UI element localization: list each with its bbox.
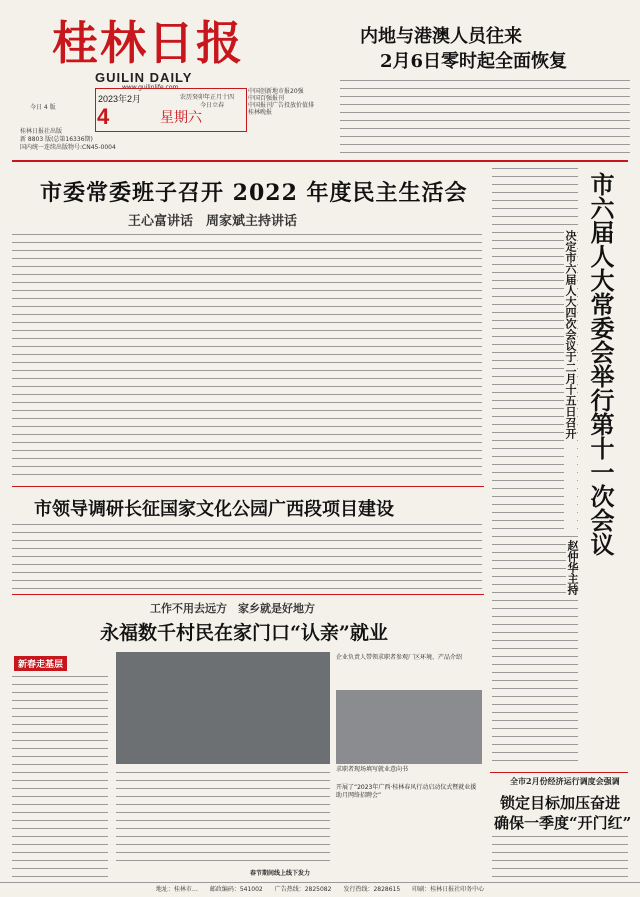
lead-body	[12, 232, 482, 480]
divider	[490, 772, 628, 773]
photo-job-fair	[116, 652, 330, 764]
right-column-byline: 赵仲华主持	[566, 540, 579, 595]
masthead-note: 中国百强报刊	[248, 95, 285, 102]
day-number: 4	[97, 104, 110, 129]
lead-subhead: 王心富讲话 周家斌主持讲话	[128, 214, 298, 229]
top-story-line2: 2月6日零时起全面恢复	[380, 51, 568, 72]
story3-body-2	[116, 770, 330, 866]
photo-caption: 求职者现场填写就业意向书	[336, 766, 409, 773]
story4-body	[492, 834, 628, 878]
masthead-logo: 桂林日报	[52, 16, 244, 70]
masthead-note: 中国报刊广告投放价值排	[248, 102, 315, 109]
lead-headline: 市委常委班子召开 2022 年度民主生活会	[40, 180, 468, 206]
masthead-latin: GUILIN DAILY	[95, 70, 193, 85]
lunar-date: 农历癸卯年正月十四	[180, 94, 235, 101]
divider	[12, 160, 628, 162]
photo-caption: 开展了“2023年广西·桂林春风行动启动仪式暨就业援助月网络招聘会”	[336, 784, 477, 799]
issue-number: 新 8803 版(总第16336期)	[20, 136, 93, 143]
today-pages: 今日 4 版	[30, 104, 56, 111]
story2-headline: 市领导调研长征国家文化公园广西段项目建设	[34, 499, 394, 520]
top-story-body	[340, 78, 630, 154]
story3-body	[12, 674, 108, 880]
publisher: 桂林日报社出版	[20, 128, 63, 135]
photo-applicants	[336, 690, 482, 764]
masthead-site: www.guilinlife.com	[122, 84, 179, 91]
photo-caption: 企业负责人带领求职者参观厂区环境、产品介绍	[336, 654, 463, 661]
divider	[12, 594, 484, 595]
top-story-line1: 内地与港澳人员往来	[360, 26, 522, 47]
story2-body	[12, 522, 482, 590]
cn-number: 国内统一连续出版物号:CN45-0004	[20, 144, 116, 151]
story4-kicker: 全市2月份经济运行调度会强调	[510, 776, 620, 786]
year-month: 2023年2月	[98, 94, 142, 104]
story3-subhead: 春节期间线上线下发力	[250, 870, 311, 877]
story4-line1: 锁定目标加压奋进	[500, 794, 621, 812]
column-badge: 新春走基层	[14, 656, 67, 671]
weekday: 星期六	[160, 110, 202, 126]
story4-line2: 确保一季度“开门红”	[494, 814, 632, 832]
story3-headline: 永福数千村民在家门口“认亲”就业	[100, 622, 388, 644]
story3-kicker: 工作不用去远方 家乡就是好地方	[150, 602, 315, 615]
masthead-note: 中国创新地市报20强	[248, 88, 304, 95]
right-column-subhead: 决定市六届人大四次会议于二月十五日召开	[564, 230, 577, 530]
divider	[12, 486, 484, 487]
footer: 地址：桂林市… 邮政编码：541002 广告热线：2825082 发行热线：2828615 印刷：桂林日报社印务中心	[0, 882, 640, 897]
solar-term: 今日立春	[200, 102, 225, 109]
right-column-headline: 市六届人大常委会举行第十一次会议	[586, 172, 615, 556]
masthead-note: 桂林晚报	[248, 109, 273, 116]
